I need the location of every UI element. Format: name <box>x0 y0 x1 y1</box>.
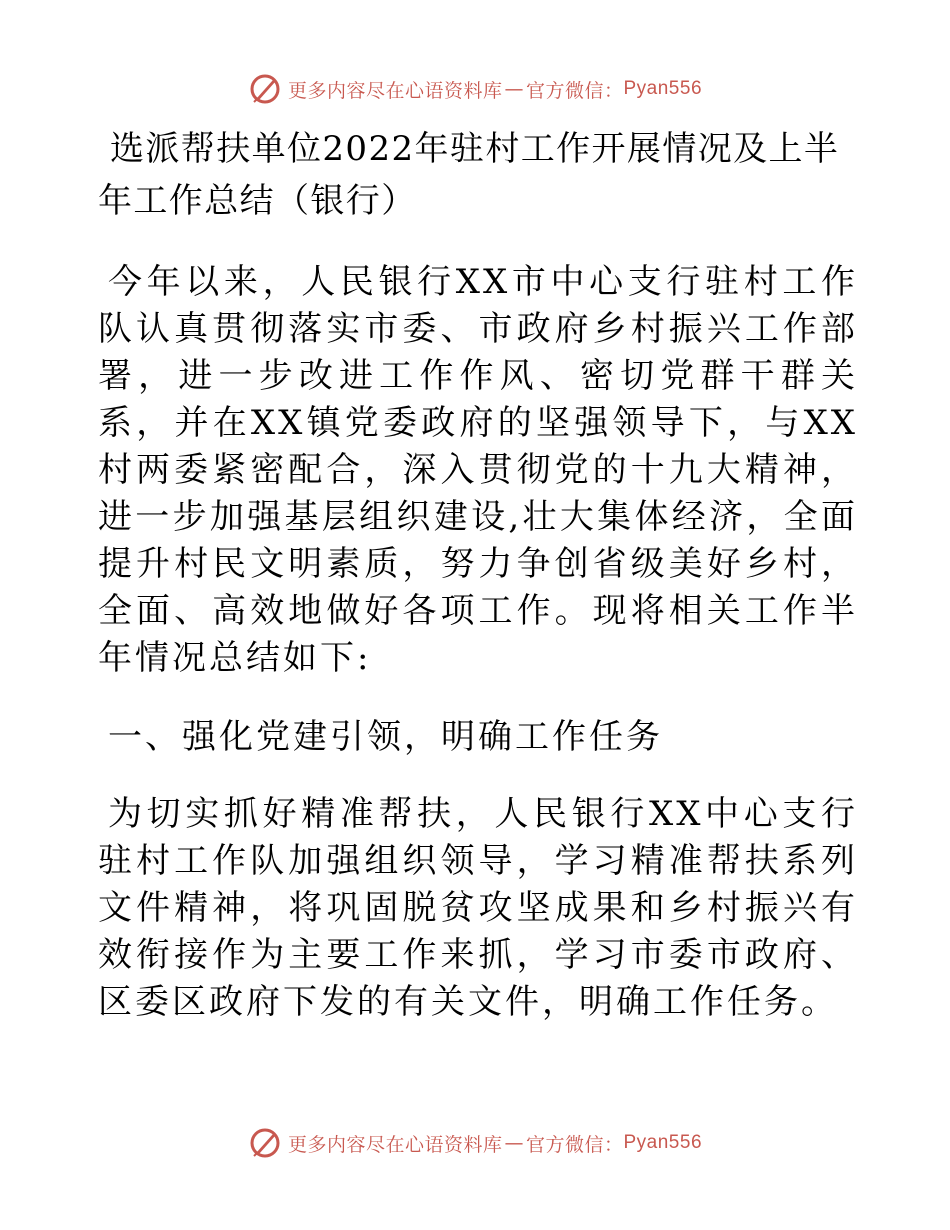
watermark-dash: — <box>504 78 524 100</box>
section-1-paragraph: 为切实抓好精准帮扶，人民银行XX中心支行驻村工作队加强组织领导，学习精准帮扶系列文件精神，将巩固脱贫攻坚成果和乡村振兴有效衔接作为主要工作来抓，学习市委市政府、区委区政府下发的有关文件，明确工作任务。 <box>98 794 858 1022</box>
watermark-wechat-label: 官方微信： <box>525 1133 624 1156</box>
quill-circle-logo-icon <box>248 72 282 106</box>
watermark-site-text: 更多内容尽在心语资料库 <box>287 1133 503 1156</box>
watermark-wechat-id: Pyan556 <box>623 1132 703 1153</box>
document-body <box>98 123 858 1026</box>
intro-paragraph: 今年以来，人民银行XX市中心支行驻村工作队认真贯彻落实市委、市政府乡村振兴工作部署，进一步改进工作作风、密切党群干群关系，并在XX镇党委政府的坚强领导下，与XX村两委紧密配合，深入贯彻党的十九大精神，进一步加强基层组织建设,壮大集体经济，全面提升村民文明素质，努力争创省级美好乡村，全面、高效地做好各项工作。现将相关工作半年情况总结如下: <box>98 262 858 678</box>
document-title: 选派帮扶单位2022年驻村工作开展情况及上半年工作总结（银行） <box>98 129 840 221</box>
footer-watermark <box>0 1126 950 1160</box>
watermark-site-text: 更多内容尽在心语资料库 <box>287 79 503 102</box>
watermark-wechat-label: 官方微信： <box>525 79 624 102</box>
quill-circle-logo-icon <box>248 1126 282 1160</box>
watermark-wechat-id: Pyan556 <box>623 78 703 99</box>
watermark-dash: — <box>504 1132 524 1154</box>
header-watermark <box>0 72 950 106</box>
section-1-heading: 一、强化党建引领，明确工作任务 <box>108 717 663 757</box>
